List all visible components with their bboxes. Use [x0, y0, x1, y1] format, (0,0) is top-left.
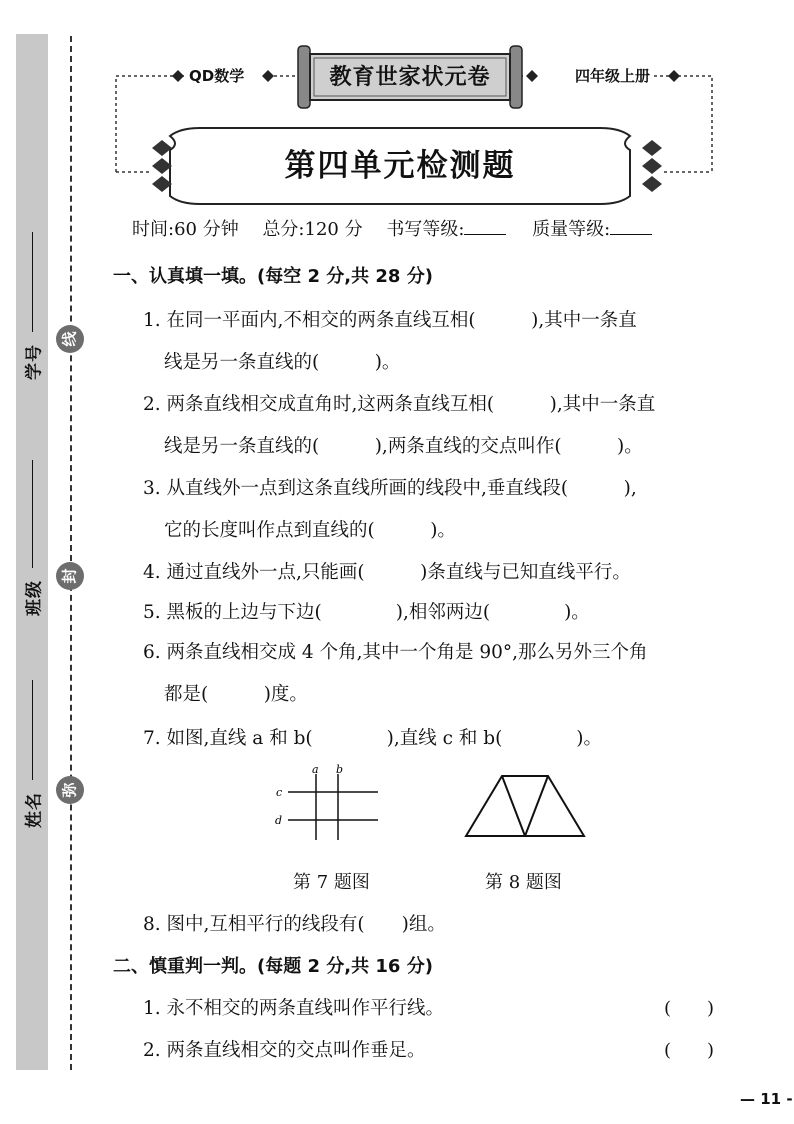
section-2-heading: 二、慎重判一判。(每题 2 分,共 16 分) [113, 956, 433, 977]
grade-tag: 四年级上册 [572, 68, 653, 84]
figure-7-caption: 第 7 题图 [293, 872, 370, 893]
quality-grade-blank[interactable] [610, 220, 652, 235]
total-score: 总分:120 分 [262, 219, 363, 240]
label-b: b [336, 763, 344, 776]
cut-mark-xian: 线 [56, 325, 84, 353]
quality-grade-label: 质量等级: [532, 219, 611, 240]
page-title: 第四单元检测题 [284, 148, 516, 184]
question-line: 6. 两条直线相交成 4 个角,其中一个角是 90°,那么另外三个角 [143, 642, 648, 663]
class-label: 班级 [24, 580, 45, 616]
writing-grade-blank[interactable] [464, 220, 506, 235]
question-line: 2. 两条直线相交成直角时,这两条直线互相( ),其中一条直 [143, 394, 656, 415]
name-label: 姓名 [24, 792, 45, 828]
question-line: 线是另一条直线的( ),两条直线的交点叫作( )。 [164, 436, 643, 457]
question-line: 线是另一条直线的( )。 [164, 352, 401, 373]
figure-7-lines [270, 762, 382, 842]
page-number: — 11 - [740, 1090, 793, 1108]
question-line: 它的长度叫作点到直线的( )。 [164, 520, 456, 541]
question-line: 8. 图中,互相平行的线段有( )组。 [143, 914, 446, 935]
judge-item: 1. 永不相交的两条直线叫作平行线。 [143, 998, 445, 1019]
question-line: 7. 如图,直线 a 和 b( ),直线 c 和 b( )。 [143, 728, 603, 749]
answer-bracket[interactable]: ( ) [664, 1040, 715, 1061]
cut-mark-mi: 弥 [56, 776, 84, 804]
student-id-label: 学号 [24, 344, 45, 380]
answer-bracket[interactable]: ( ) [664, 998, 715, 1019]
question-line: 4. 通过直线外一点,只能画( )条直线与已知直线平行。 [143, 562, 631, 583]
subject-tag: QD数学 [186, 68, 247, 84]
time-limit: 时间:60 分钟 [132, 219, 239, 240]
question-line: 5. 黑板的上边与下边( ),相邻两边( )。 [143, 602, 590, 623]
label-d: d [275, 814, 283, 827]
question-line: 都是( )度。 [164, 684, 308, 705]
judge-item: 2. 两条直线相交的交点叫作垂足。 [143, 1040, 426, 1061]
figure-8-caption: 第 8 题图 [485, 872, 562, 893]
writing-grade-label: 书写等级: [386, 219, 465, 240]
question-line: 3. 从直线外一点到这条直线所画的线段中,垂直线段( ), [143, 478, 637, 499]
label-a: a [312, 763, 319, 776]
cut-mark-feng: 封 [56, 562, 84, 590]
class-blank [32, 460, 33, 568]
figure-8-trapezoid [460, 770, 590, 842]
label-c: c [276, 786, 283, 799]
section-1-heading: 一、认真填一填。(每空 2 分,共 28 分) [113, 266, 433, 287]
exam-meta [132, 215, 652, 241]
question-line: 1. 在同一平面内,不相交的两条直线互相( ),其中一条直 [143, 310, 637, 331]
series-title: 教育世家状元卷 [329, 65, 491, 90]
student-id-blank [32, 232, 33, 332]
name-blank [32, 680, 33, 780]
